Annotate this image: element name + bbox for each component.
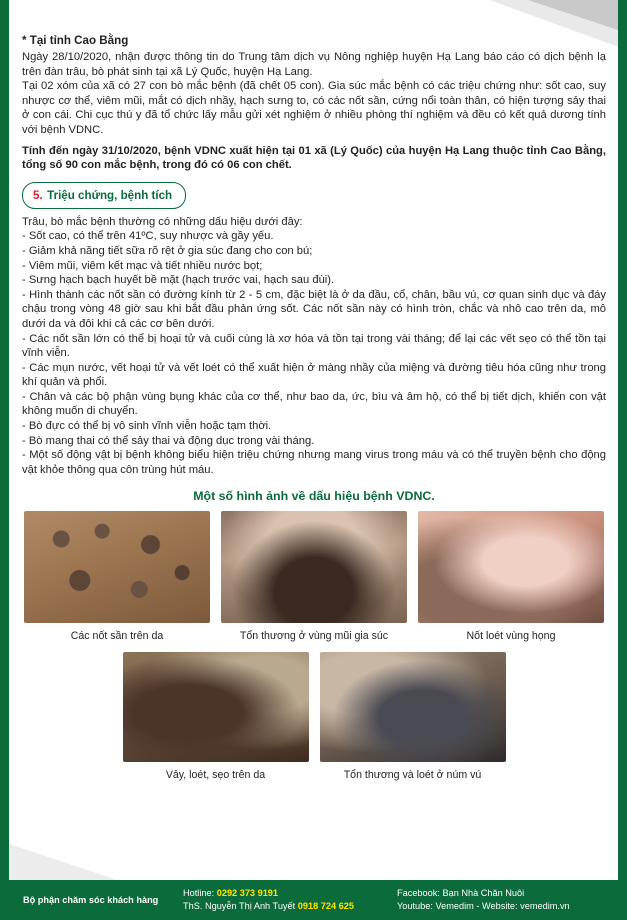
section-heading-pill <box>22 182 186 209</box>
page-border-right <box>618 0 627 920</box>
skin-nodules-photo <box>24 511 210 623</box>
list-item: - Giảm khả năng tiết sữa rõ rệt ở gia súc đang cho con bú; <box>22 244 313 257</box>
footer-facebook-value[interactable]: Bạn Nhà Chăn Nuôi <box>442 888 525 898</box>
province-paragraph-2: Tại 02 xóm của xã có 27 con bò mắc bệnh (đã chết 05 con). Gia súc mắc bệnh có các triệu chứng như: sốt cao, suy nhược cơ thể, viêm mũi, mắt có dịch nhầy, hạch sưng to, có các nốt sần, cứng nổi toàn thân, có hiện tượng sảy thai ở con cái. Chi cục thú y đã tổ chức lấy mẫu gửi xét nghiệm ở nhiều phòng thí nghiệm và đều có kết quả dương tính với bệnh VDNC. <box>22 80 606 136</box>
figure-caption: Tổn thương và loét ở núm vú <box>343 769 482 782</box>
province-heading: * Tại tỉnh Cao Bằng <box>22 34 129 47</box>
figure-row-1 <box>22 511 606 642</box>
list-item: - Viêm mũi, viêm kết mạc và tiết nhiều nước bọt; <box>22 259 263 272</box>
footer-youtube-label: Youtube: <box>397 901 433 911</box>
document-body <box>22 34 606 781</box>
corner-decoration-bottom-left <box>9 844 129 884</box>
page-footer <box>9 880 618 920</box>
list-item: - Sốt cao, có thể trên 41ºC, suy nhược và gầy yếu. <box>22 230 274 243</box>
figure-throat-ulcer <box>418 511 604 642</box>
province-paragraph-1: Ngày 28/10/2020, nhận được thông tin do Trung tâm dịch vụ Nông nghiệp huyện Hạ Lang báo cáo có dịch bệnh lạ trên đàn trâu, bò phát sinh tại xã Lý Quốc, huyện Hạ Lang. <box>22 51 606 78</box>
list-item: - Bò mang thai có thể sảy thai và động dục trong vài tháng. <box>22 434 315 447</box>
scab-scar-photo <box>123 652 309 762</box>
figure-muzzle-lesion <box>221 511 407 642</box>
figure-caption: Nốt loét vùng họng <box>466 630 556 643</box>
throat-ulcer-photo <box>418 511 604 623</box>
figure-caption: Tổn thương ở vùng mũi gia súc <box>239 630 389 643</box>
footer-contact-block <box>183 887 383 913</box>
figure-caption: Vảy, loét, sẹo trên da <box>165 769 266 782</box>
list-item: - Bò đực có thể bị vô sinh vĩnh viễn hoặc tạm thời. <box>22 420 272 433</box>
section-title: Triệu chứng, bệnh tích <box>47 188 173 202</box>
footer-social-block <box>383 887 604 913</box>
list-item: - Một số động vật bị bệnh không biểu hiện triệu chứng nhưng mang virus trong máu và có thể truyền bệnh cho động vật khỏe thông qua côn trùng hút máu. <box>22 449 606 476</box>
footer-facebook-label: Facebook: <box>397 888 440 898</box>
footer-customer-care-label: Bộ phận chăm sóc khách hàng <box>23 894 159 905</box>
figure-skin-nodules <box>24 511 210 642</box>
figure-teat-lesion <box>320 652 506 781</box>
province-summary: Tính đến ngày 31/10/2020, bệnh VDNC xuất hiện tại 01 xã (Lý Quốc) của huyện Hạ Lang thuộc tỉnh Cao Bằng, tổng số 90 con mắc bệnh, trong đó có 06 con chết. <box>22 144 606 172</box>
figure-scab-scar <box>123 652 309 781</box>
footer-website-value[interactable]: vemedim.vn <box>520 901 570 911</box>
figure-caption: Các nốt sần trên da <box>70 630 164 643</box>
figures-title: Một số hình ảnh về dấu hiệu bệnh VDNC. <box>193 489 435 504</box>
muzzle-lesion-photo <box>221 511 407 623</box>
footer-contact-phone[interactable]: 0918 724 625 <box>297 901 354 911</box>
section-number: 5. <box>33 188 43 202</box>
footer-separator: - <box>476 901 480 911</box>
section-intro: Trâu, bò mắc bệnh thường có những dấu hiệu dưới đây: <box>22 215 303 228</box>
footer-youtube-value[interactable]: Vemedim <box>435 901 474 911</box>
list-item: - Các nốt sần lớn có thể bị hoại tử và cuối cùng là xơ hóa và tồn tại trong vài tháng; để lại các vết sẹo có thể tồn tại vĩnh viễn. <box>22 332 606 360</box>
list-item: - Các mụn nước, vết hoại tử và vết loét có thể xuất hiện ở màng nhầy của miệng và đường tiêu hóa cũng như trong khí quản và phổi. <box>22 361 606 389</box>
footer-contact-person: ThS. Nguyễn Thị Anh Tuyết <box>183 901 296 911</box>
footer-hotline-number[interactable]: 0292 373 9191 <box>216 888 279 898</box>
footer-website-label: Website: <box>482 901 518 911</box>
figure-row-2 <box>22 652 606 781</box>
page-border-left <box>0 0 9 920</box>
symptom-list <box>22 229 606 477</box>
list-item: - Sưng hạch bạch huyết bề mặt (hạch trước vai, hạch sau đùi). <box>22 274 335 287</box>
list-item: - Hình thành các nốt sần có đường kính từ 2 - 5 cm, đặc biệt là ở da đầu, cổ, chân, bầu vú, cơ quan sinh dục và đáy chậu trong vòng 48 giờ sau khi bắt đầu phản ứng sốt. Các nốt sần này có hình tròn, chắc và nhô cao trên da, mô dưới da và đôi khi cả các cơ bên dưới. <box>22 288 606 330</box>
teat-lesion-photo <box>320 652 506 762</box>
footer-hotline-label: Hotline: <box>183 888 215 898</box>
list-item: - Chân và các bộ phận vùng bụng khác của cơ thể, như bao da, ức, bìu và âm hộ, có thể bị tiết dịch, khiến con vật không muốn di chuyển. <box>22 390 606 418</box>
